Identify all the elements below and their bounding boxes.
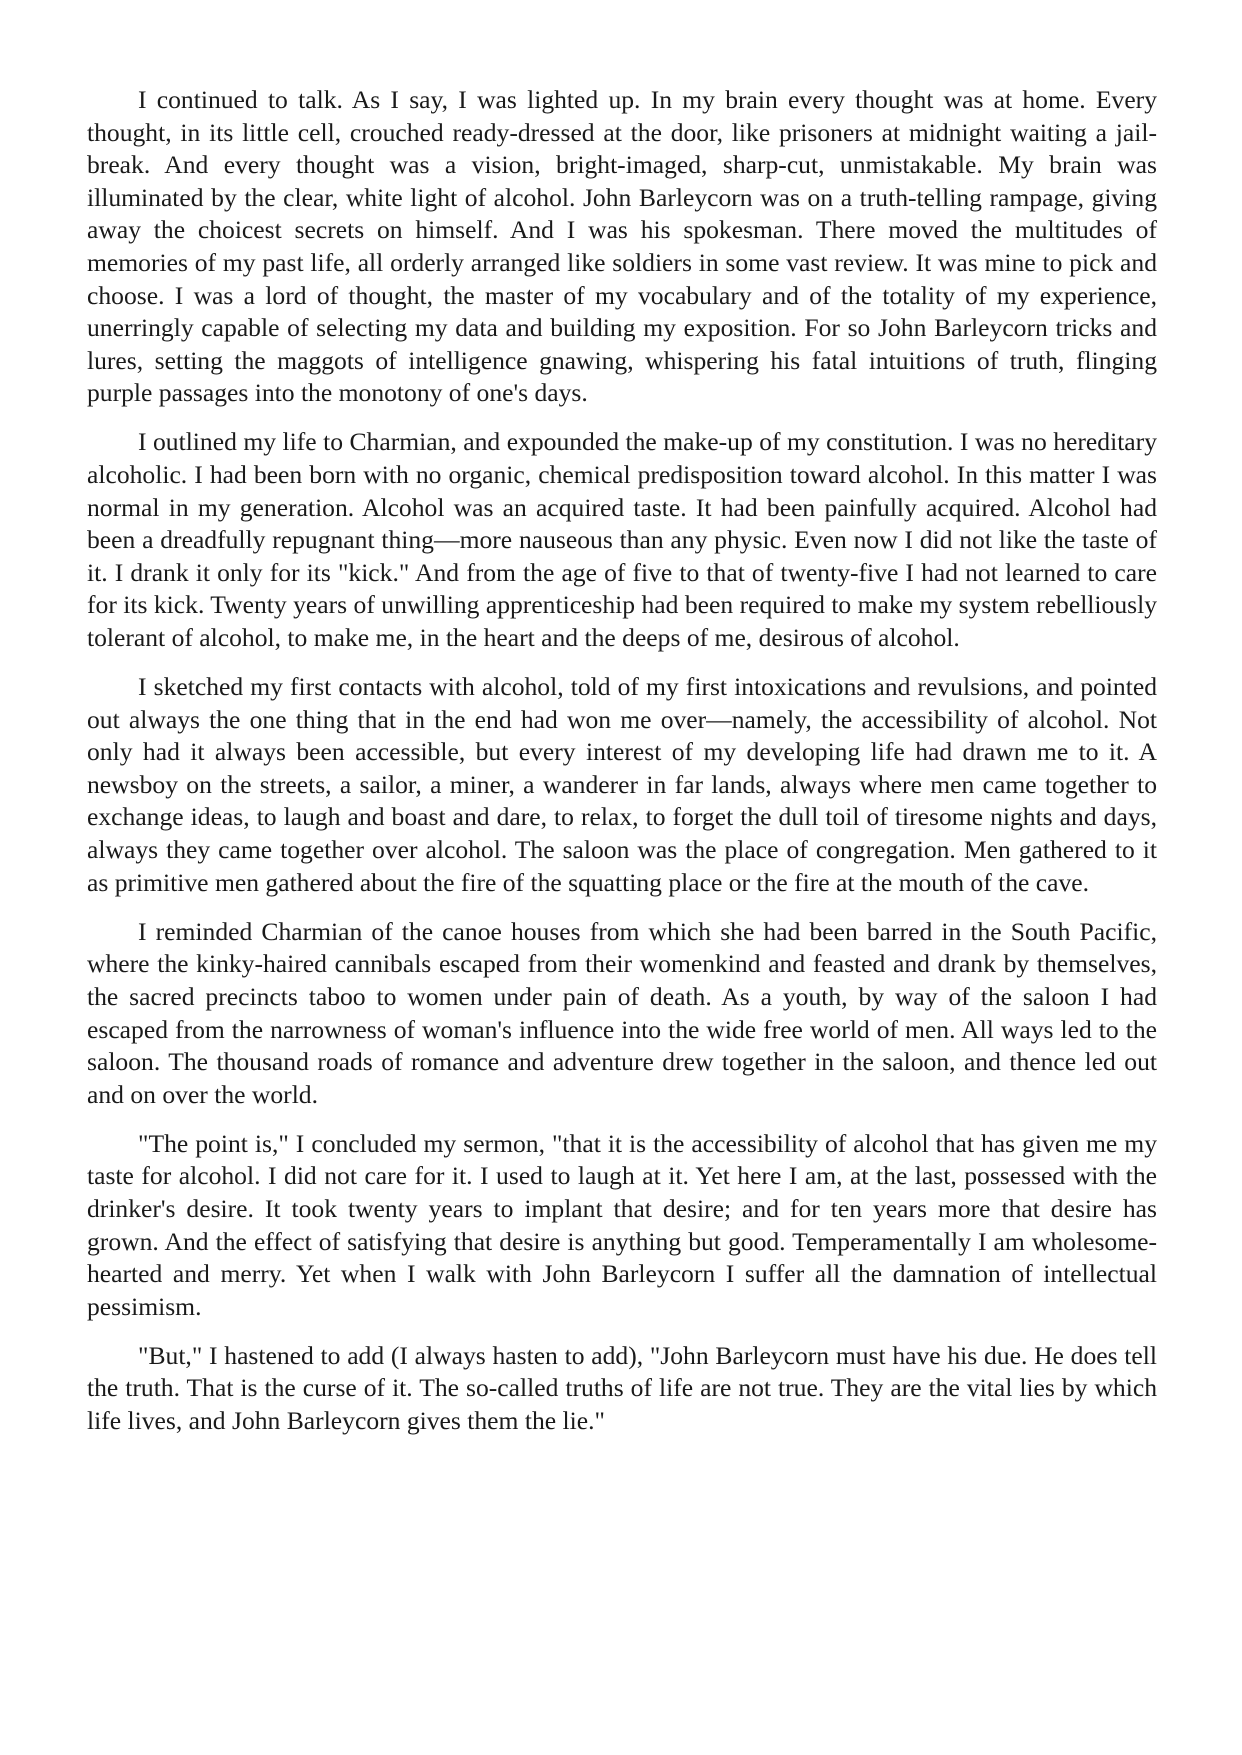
paragraph-6: "But," I hastened to add (I always hasten to add), "John Barleycorn must have his due. He does tell the truth. That is the curse of it. The so-called truths of life are not true. They are the vital lies by which life lives, and John Barleycorn gives them the lie." [87,1340,1157,1436]
paragraph-3: I sketched my first contacts with alcohol, told of my first intoxications and revulsions, and pointed out always the one thing that in the end had won me over—namely, the accessibility of alcohol. Not only had it always been accessible, but every interest of my developing life had drawn me to it. A newsboy on the streets, a sailor, a miner, a wanderer in far lands, always where men came together to exchange ideas, to laugh and boast and dare, to relax, to forget the dull toil of tiresome nights and days, always they came together over alcohol. The saloon was the place of congregation. Men gathered to it as primitive men gathered about the fire of the squatting place or the fire at the mouth of the cave. [87,672,1157,897]
paragraph-4: I reminded Charmian of the canoe houses from which she had been barred in the South Pacific, where the kinky-haired cannibals escaped from their womenkind and feasted and drank by themselves, the sacred precincts taboo to women under pain of death. As a youth, by way of the saloon I had escaped from the narrowness of woman's influence into the wide free world of men. All ways led to the saloon. The thousand roads of romance and adventure drew together in the saloon, and thence led out and on over the world. [87,916,1157,1109]
document-page [87,84,1157,1454]
paragraph-2: I outlined my life to Charmian, and expounded the make-up of my constitution. I was no hereditary alcoholic. I had been born with no organic, chemical predisposition toward alcohol. In this matter I was normal in my generation. Alcohol was an acquired taste. It had been painfully acquired. Alcohol had been a dreadfully repugnant thing—more nauseous than any physic. Even now I did not like the taste of it. I drank it only for its "kick." And from the age of five to that of twenty-five I had not learned to care for its kick. Twenty years of unwilling apprenticeship had been required to make my system rebelliously tolerant of alcohol, to make me, in the heart and the deeps of me, desirous of alcohol. [87,427,1157,652]
paragraph-1: I continued to talk. As I say, I was lighted up. In my brain every thought was at home. Every thought, in its little cell, crouched ready-dressed at the door, like prisoners at midnight waiting a jail-break. And every thought was a vision, bright-imaged, sharp-cut, unmistakable. My brain was illuminated by the clear, white light of alcohol. John Barleycorn was on a truth-telling rampage, giving away the choicest secrets on himself. And I was his spokesman. There moved the multitudes of memories of my past life, all orderly arranged like soldiers in some vast review. It was mine to pick and choose. I was a lord of thought, the master of my vocabulary and of the totality of my experience, unerringly capable of selecting my data and building my exposition. For so John Barleycorn tricks and lures, setting the maggots of intelligence gnawing, whispering his fatal intuitions of truth, flinging purple passages into the monotony of one's days. [87,85,1157,408]
paragraph-5: "The point is," I concluded my sermon, "that it is the accessibility of alcohol that has given me my taste for alcohol. I did not care for it. I used to laugh at it. Yet here I am, at the last, possessed with the drinker's desire. It took twenty years to implant that desire; and for ten years more that desire has grown. And the effect of satisfying that desire is anything but good. Temperamentally I am wholesome-hearted and merry. Yet when I walk with John Barleycorn I suffer all the damnation of intellectual pessimism. [87,1128,1157,1321]
